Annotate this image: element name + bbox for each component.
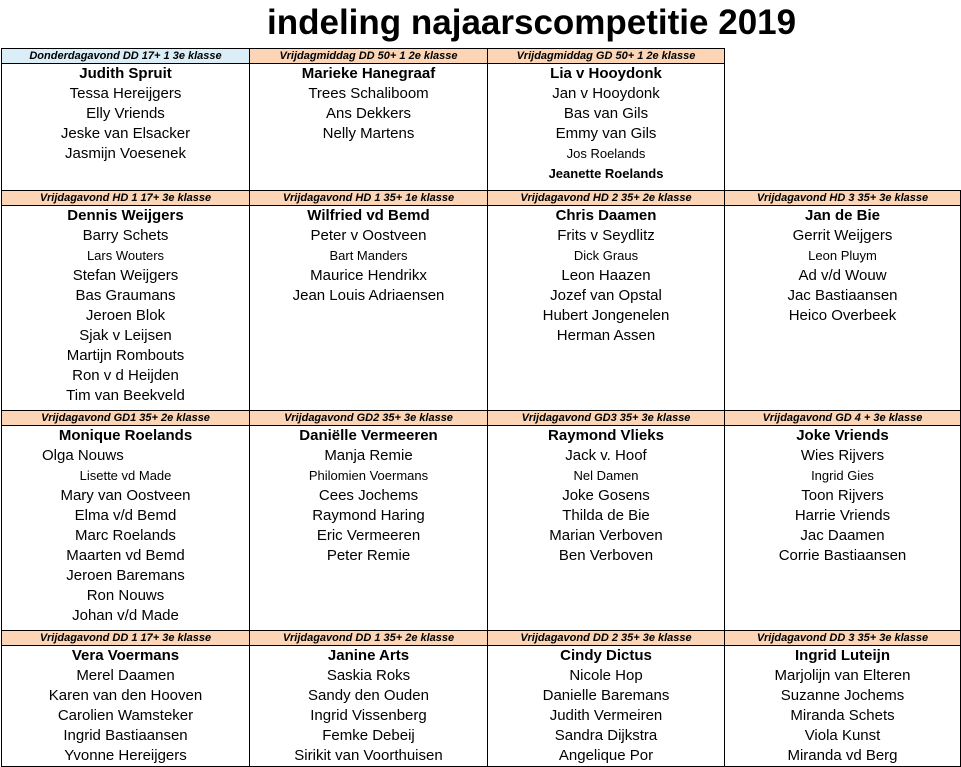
team-member: Maurice Hendrikx bbox=[310, 267, 427, 284]
team-member: Suzanne Jochems bbox=[780, 687, 905, 704]
team-member: Ingrid Bastiaansen bbox=[63, 727, 188, 744]
team-member: Johan v/d Made bbox=[72, 607, 179, 624]
team-block bbox=[724, 410, 961, 631]
team-block bbox=[487, 410, 725, 631]
team-member: Karen van den Hooven bbox=[48, 687, 203, 704]
team-member: Philomien Voermans bbox=[308, 468, 429, 483]
team-member: Bas van Gils bbox=[563, 105, 649, 122]
team-member: Olga Nouws bbox=[42, 447, 124, 464]
team-member: Martijn Rombouts bbox=[66, 347, 185, 364]
team-member: Tim van Beekveld bbox=[66, 387, 185, 404]
team-captain: Chris Daamen bbox=[555, 207, 657, 224]
team-member: Manja Remie bbox=[324, 447, 413, 464]
team-member: Toon Rijvers bbox=[801, 487, 884, 504]
team-block bbox=[249, 190, 488, 411]
team-member: Jac Bastiaansen bbox=[787, 287, 898, 304]
team-header: Vrijdagavond HD 1 35+ 1e klasse bbox=[250, 190, 487, 206]
team-captain: Judith Spruit bbox=[79, 65, 172, 82]
team-captain: Monique Roelands bbox=[58, 427, 193, 444]
team-member: Ingrid Gies bbox=[811, 468, 874, 483]
team-header: Vrijdagmiddag GD 50+ 1 2e klasse bbox=[488, 48, 724, 64]
team-member: Wies Rijvers bbox=[800, 447, 885, 464]
team-member: Peter Remie bbox=[326, 547, 411, 564]
team-member: Ans Dekkers bbox=[325, 105, 412, 122]
team-member: Dick Graus bbox=[573, 248, 639, 263]
team-member: Elly Vriends bbox=[86, 105, 165, 122]
team-member: Gerrit Weijgers bbox=[792, 227, 893, 244]
team-block bbox=[249, 410, 488, 631]
team-block bbox=[1, 190, 250, 411]
team-member: Jeanette Roelands bbox=[548, 166, 664, 181]
team-header: Vrijdagavond DD 2 35+ 3e klasse bbox=[488, 630, 724, 646]
team-member: Peter v Oostveen bbox=[310, 227, 427, 244]
team-member: Leon Pluym bbox=[808, 248, 877, 263]
team-member: Stefan Weijgers bbox=[72, 267, 179, 284]
team-member: Jos Roelands bbox=[566, 146, 646, 161]
team-member: Jeske van Elsacker bbox=[60, 125, 191, 142]
team-member: Jeroen Baremans bbox=[66, 567, 185, 584]
team-block bbox=[724, 630, 961, 767]
team-member: Maarten vd Bemd bbox=[66, 547, 185, 564]
team-member: Nelly Martens bbox=[322, 125, 415, 142]
team-member: Marjolijn van Elteren bbox=[774, 667, 911, 684]
team-captain: Daniëlle Vermeeren bbox=[299, 427, 438, 444]
team-member: Ben Verboven bbox=[558, 547, 654, 564]
team-block bbox=[487, 630, 725, 767]
team-member: Sirikit van Voorthuisen bbox=[294, 747, 443, 764]
team-captain: Marieke Hanegraaf bbox=[301, 65, 436, 82]
team-member: Barry Schets bbox=[82, 227, 169, 244]
team-header: Vrijdagavond HD 2 35+ 2e klasse bbox=[488, 190, 724, 206]
team-header: Vrijdagavond DD 1 17+ 3e klasse bbox=[2, 630, 249, 646]
team-member: Marian Verboven bbox=[549, 527, 663, 544]
team-member: Miranda Schets bbox=[790, 707, 895, 724]
team-member: Trees Schaliboom bbox=[308, 85, 429, 102]
team-member: Danielle Baremans bbox=[542, 687, 670, 704]
team-member: Merel Daamen bbox=[76, 667, 175, 684]
team-member: Jean Louis Adriaensen bbox=[292, 287, 445, 304]
team-header: Vrijdagavond GD3 35+ 3e klasse bbox=[488, 410, 724, 426]
team-member: Joke Gosens bbox=[562, 487, 650, 504]
team-member: Carolien Wamsteker bbox=[57, 707, 194, 724]
team-block bbox=[1, 630, 250, 767]
team-member: Harrie Vriends bbox=[794, 507, 891, 524]
team-member: Jac Daamen bbox=[800, 527, 885, 544]
team-header: Donderdagavond DD 17+ 1 3e klasse bbox=[2, 48, 249, 64]
team-member: Elma v/d Bemd bbox=[74, 507, 177, 524]
team-member: Thilda de Bie bbox=[562, 507, 650, 524]
team-captain: Vera Voermans bbox=[71, 647, 180, 664]
team-header: Vrijdagavond HD 1 17+ 3e klasse bbox=[2, 190, 249, 206]
team-member: Sandy den Ouden bbox=[308, 687, 429, 704]
team-member: Marc Roelands bbox=[75, 527, 176, 544]
team-captain: Ingrid Luteijn bbox=[795, 647, 890, 664]
team-header: Vrijdagavond HD 3 35+ 3e klasse bbox=[725, 190, 960, 206]
team-member: Sjak v Leijsen bbox=[79, 327, 172, 344]
page-title: indeling najaarscompetitie 2019 bbox=[267, 3, 797, 42]
team-member: Corrie Bastiaansen bbox=[778, 547, 907, 564]
team-member: Hubert Jongenelen bbox=[542, 307, 670, 324]
team-member: Emmy van Gils bbox=[555, 125, 657, 142]
team-member: Lars Wouters bbox=[86, 248, 165, 263]
team-member: Jozef van Opstal bbox=[550, 287, 662, 304]
team-block bbox=[487, 190, 725, 411]
team-member: Mary van Oostveen bbox=[60, 487, 191, 504]
team-captain: Dennis Weijgers bbox=[67, 207, 184, 224]
team-block bbox=[1, 410, 250, 631]
team-member: Bas Graumans bbox=[75, 287, 176, 304]
team-member: Ad v/d Wouw bbox=[798, 267, 887, 284]
team-member: Viola Kunst bbox=[804, 727, 881, 744]
team-captain: Lia v Hooydonk bbox=[550, 65, 662, 82]
team-header: Vrijdagavond GD1 35+ 2e klasse bbox=[2, 410, 249, 426]
team-captain: Wilfried vd Bemd bbox=[307, 207, 430, 224]
team-member: Lisette vd Made bbox=[79, 468, 172, 483]
team-member: Yvonne Hereijgers bbox=[64, 747, 187, 764]
team-block bbox=[487, 48, 725, 191]
team-block bbox=[1, 48, 250, 191]
team-member: Sandra Dijkstra bbox=[554, 727, 658, 744]
team-block bbox=[249, 630, 488, 767]
team-captain: Jan de Bie bbox=[804, 207, 881, 224]
team-header: Vrijdagavond GD 4 + 3e klasse bbox=[725, 410, 960, 426]
team-member: Nicole Hop bbox=[569, 667, 643, 684]
team-captain: Joke Vriends bbox=[796, 427, 889, 444]
team-member: Tessa Hereijgers bbox=[69, 85, 182, 102]
team-member: Bart Manders bbox=[329, 248, 408, 263]
team-member: Frits v Seydlitz bbox=[557, 227, 655, 244]
team-member: Femke Debeij bbox=[322, 727, 415, 744]
team-member: Ron v d Heijden bbox=[72, 367, 179, 384]
team-member: Miranda vd Berg bbox=[787, 747, 898, 764]
team-captain: Cindy Dictus bbox=[560, 647, 652, 664]
team-member: Saskia Roks bbox=[326, 667, 411, 684]
team-member: Jack v. Hoof bbox=[565, 447, 647, 464]
team-member: Jeroen Blok bbox=[85, 307, 166, 324]
team-member: Judith Vermeiren bbox=[549, 707, 663, 724]
team-member: Nel Damen bbox=[573, 468, 639, 483]
team-member: Heico Overbeek bbox=[788, 307, 897, 324]
team-member: Jasmijn Voesenek bbox=[65, 145, 186, 162]
team-member: Cees Jochems bbox=[318, 487, 419, 504]
team-member: Herman Assen bbox=[556, 327, 656, 344]
team-captain: Raymond Vlieks bbox=[548, 427, 664, 444]
team-member: Jan v Hooydonk bbox=[552, 85, 660, 102]
team-member: Angelique Por bbox=[558, 747, 654, 764]
team-header: Vrijdagmiddag DD 50+ 1 2e klasse bbox=[250, 48, 487, 64]
team-block bbox=[249, 48, 488, 191]
team-header: Vrijdagavond DD 1 35+ 2e klasse bbox=[250, 630, 487, 646]
team-captain: Janine Arts bbox=[327, 647, 410, 664]
team-member: Raymond Haring bbox=[312, 507, 425, 524]
team-block bbox=[724, 190, 961, 411]
team-member: Eric Vermeeren bbox=[316, 527, 421, 544]
team-header: Vrijdagavond DD 3 35+ 3e klasse bbox=[725, 630, 960, 646]
team-member: Ingrid Vissenberg bbox=[310, 707, 427, 724]
team-header: Vrijdagavond GD2 35+ 3e klasse bbox=[250, 410, 487, 426]
team-member: Leon Haazen bbox=[561, 267, 651, 284]
team-member: Ron Nouws bbox=[86, 587, 165, 604]
